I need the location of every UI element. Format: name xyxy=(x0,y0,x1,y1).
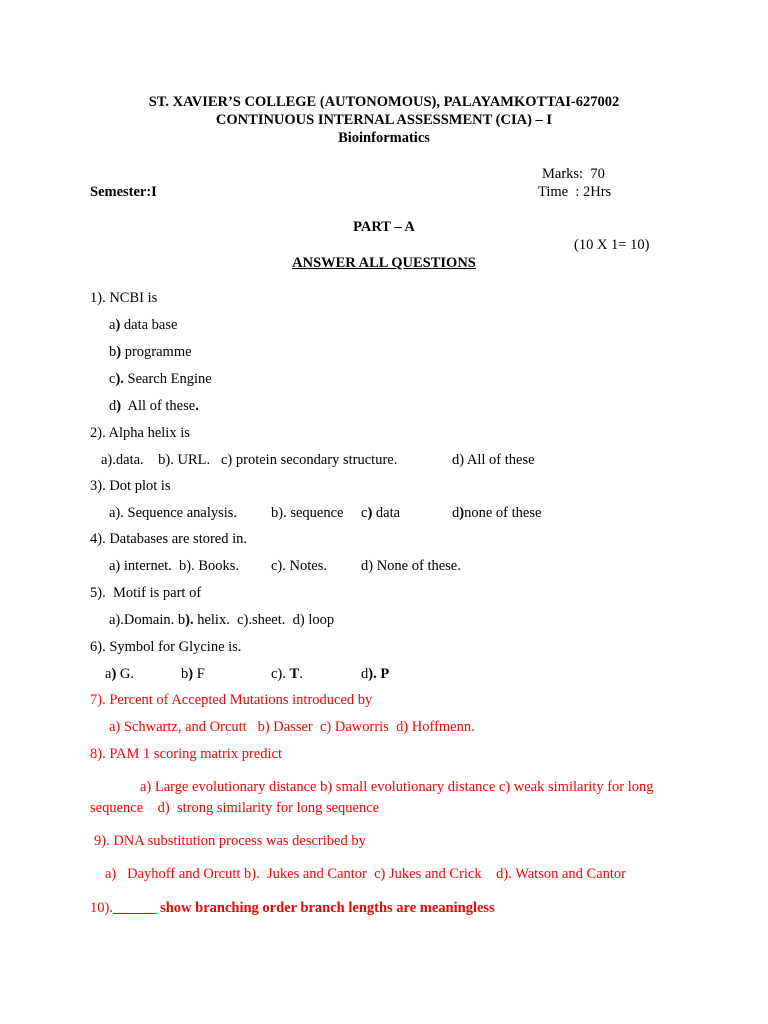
question-1-option-c: c). Search Engine xyxy=(109,371,212,387)
question-4-option-d: d) None of these. xyxy=(361,558,461,574)
question-4-options: a) internet. b). Books. xyxy=(109,558,240,574)
question-8-stem: 8). PAM 1 scoring matrix predict xyxy=(90,746,282,762)
instruction-heading: ANSWER ALL QUESTIONS xyxy=(292,255,476,271)
college-name: ST. XAVIER’S COLLEGE (AUTONOMOUS), PALAYAMKOTTAI-627002 xyxy=(148,94,620,110)
marks-scheme: (10 X 1= 10) xyxy=(574,237,650,253)
question-9-stem: 9). DNA substitution process was described by xyxy=(94,833,366,849)
question-6-option-c: c). T. xyxy=(271,666,303,682)
question-6-stem: 6). Symbol for Glycine is. xyxy=(90,639,242,655)
question-9-options: a) Dayhoff and Orcutt b). Jukes and Cantor c) Jukes and Crick d). Watson and Cantor xyxy=(105,866,626,882)
question-5-options: a).Domain. b). helix. c).sheet. d) loop xyxy=(109,612,335,628)
semester-label: Semester:I xyxy=(90,184,157,200)
question-7-options: a) Schwartz, and Orcutt b) Dasser c) Daworris d) Hoffmenn. xyxy=(109,719,475,735)
question-1-option-d: d) All of these. xyxy=(109,398,199,414)
question-6-option-d: d). P xyxy=(361,666,390,682)
question-1-option-a: a) data base xyxy=(109,317,178,333)
question-8-options-line-2: sequence d) strong similarity for long sequence xyxy=(90,800,380,816)
question-4-stem: 4). Databases are stored in. xyxy=(90,531,248,547)
marks-label: Marks: 70 xyxy=(542,166,605,182)
question-1-stem: 1). NCBI is xyxy=(90,290,158,306)
time-label: Time : 2Hrs xyxy=(538,184,612,200)
question-3-option-c: c) data xyxy=(361,505,401,521)
question-2-options: a).data. b). URL. c) protein secondary structure. xyxy=(101,452,398,468)
question-3-option-a: a). Sequence analysis. xyxy=(109,505,238,521)
part-heading: PART – A xyxy=(353,219,415,235)
question-3-option-d: d)none of these xyxy=(452,505,542,521)
exam-title: CONTINUOUS INTERNAL ASSESSMENT (CIA) – I xyxy=(215,112,553,128)
question-10: 10).______ show branching order branch lengths are meaningless xyxy=(90,900,495,916)
question-3-stem: 3). Dot plot is xyxy=(90,478,171,494)
question-8-options-line-1: a) Large evolutionary distance b) small evolutionary distance c) weak similarity for long xyxy=(140,779,654,795)
question-3-option-b: b). sequence xyxy=(271,505,344,521)
question-6-option-a: a) G. xyxy=(105,666,135,682)
question-7-stem: 7). Percent of Accepted Mutations introduced by xyxy=(90,692,373,708)
question-2-stem: 2). Alpha helix is xyxy=(90,425,190,441)
subject-title: Bioinformatics xyxy=(338,130,430,146)
question-5-stem: 5). Motif is part of xyxy=(90,585,202,601)
question-4-option-c: c). Notes. xyxy=(271,558,327,574)
question-6-option-b: b) F xyxy=(181,666,205,682)
question-2-option-d: d) All of these xyxy=(452,452,535,468)
question-1-option-b: b) programme xyxy=(109,344,192,360)
